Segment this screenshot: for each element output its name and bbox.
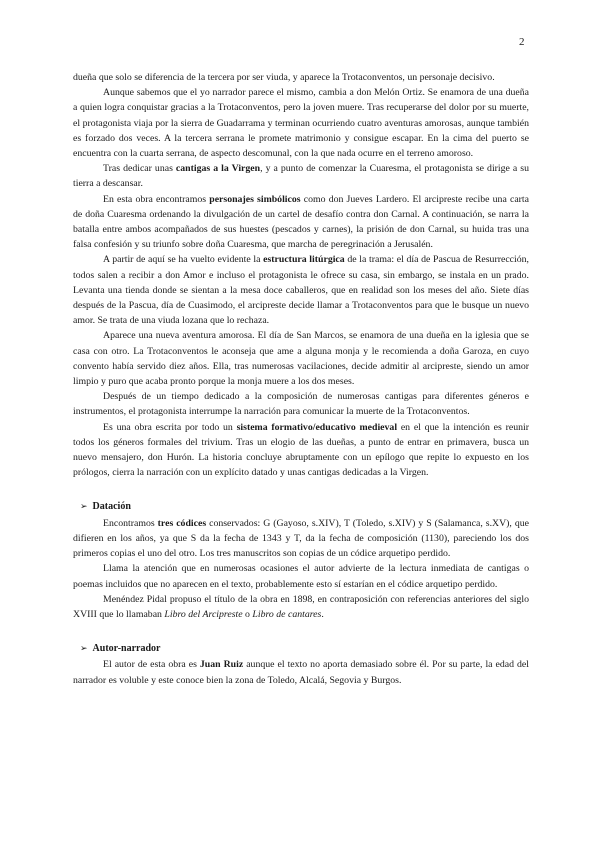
italic-title: Libro de cantares (252, 608, 322, 620)
text-run: dueña que solo se diferencia de la tercera por ser viuda, y aparece la Trotaconventos, un personaje decisivo. (73, 72, 495, 83)
paragraph (73, 657, 529, 687)
arrow-bullet-icon: ➢ (80, 502, 88, 513)
text-run: conservados: G (Gayoso, s.XIV), T (Toledo, s.XIV) y S (Salamanca, s.XV), que difieren en los años, ya que S da la fecha de 1343 y T, da la fecha de composición (1130), pareciendo los dos primeros copias el uno del otro. Los tres manuscritos son copias de un códice arquetipo perdido. (73, 517, 529, 560)
paragraph (73, 70, 529, 85)
text-run: en el que la intención es reunir todos los géneros formales del trivium. Tras un elogio de las dueñas, a punto de entrar en primavera, busca un nuevo mensajero, don Hurón. La historia concluye abruptamente con un epílogo que repite lo expuesto en los prólogos, cierra la narración con un explícito datado y unas cantigas dedicadas a la Virgen. (73, 421, 529, 479)
bold-term: sistema formativo/educativo medieval (236, 421, 398, 433)
paragraph (73, 161, 529, 191)
text-run: Menéndez Pidal propuso el título de la obra en 1898, en contraposición con referencias anteriores del siglo XVIII que lo llamaban (73, 593, 529, 620)
text-run: Aparece una nueva aventura amorosa. El día de San Marcos, se enamora de una dueña en la iglesia que se casa con otro. La Trotaconventos le aconseja que ame a alguna monja y le recomienda a doña Garoza, en cuyo convento había servido diez años. Ella, tras numerosas vacilaciones, decide admitir al arcipreste, siendo un amor limpio y puro que acaba pronto porque la monja muere a los dos meses. (73, 330, 529, 388)
bold-term: Juan Ruiz (199, 659, 244, 671)
paragraph (73, 592, 529, 622)
text-run: aunque el texto no aporta demasiado sobre él. Por su parte, la edad del narrador es voluble y este conoce bien la zona de Toledo, Alcalá, Segovia y Burgos. (73, 659, 529, 686)
section-heading-autor: ➢ Autor-narrador (80, 643, 161, 655)
paragraph (73, 328, 529, 389)
text-run: Aunque sabemos que el yo narrador parece el mismo, cambia a don Melón Ortiz. Se enamora de una dueña a quien logra conquistar gracias a la Trotaconventos, pero la joven muere. Tras recuperarse del dolor por su muerte, el protagonista viaja por la sierra de Guadarrama y terminan ocurriendo cuatro aventuras amorosas, aunque también es forzado dos veces. A la tercera serrana le promete matrimonio y consigue escapar. En la cima del puerto se encuentra con la cuarta serrana, de aspecto descomunal, con la que nada ocurre en el terreno amoroso. (73, 87, 529, 160)
document-body (73, 70, 529, 688)
text-run: Tras dedicar unas (103, 163, 176, 175)
bold-term: tres códices (157, 517, 207, 529)
paragraph (73, 192, 529, 253)
text-run: A partir de aquí se ha vuelto evidente la (103, 254, 264, 266)
paragraph (73, 85, 529, 161)
text-run: Llama la atención que en numerosas ocasiones el autor advierte de la lectura inmediata de cantigas o poemas incluidos que no aparecen en el texto, probablemente esto sí estarían en el códice arquetipo perdido. (73, 563, 529, 590)
paragraph (73, 516, 529, 562)
bold-term: personajes simbólicos (209, 193, 301, 205)
text-run: Es una obra escrita por todo un (103, 421, 237, 433)
paragraph (73, 561, 529, 591)
bold-term: estructura litúrgica (263, 254, 345, 266)
arrow-bullet-icon: ➢ (80, 644, 88, 655)
paragraph (73, 389, 529, 419)
text-run: Encontramos (103, 517, 158, 529)
text-run: En esta obra encontramos (103, 193, 210, 205)
text-run: . (321, 608, 324, 620)
italic-title: Libro del Arcipreste (164, 608, 243, 620)
text-run: o (242, 608, 253, 620)
paragraph (73, 420, 529, 481)
paragraph (73, 252, 529, 328)
text-run: Después de un tiempo dedicado a la composición de numerosas cantigas para diferentes géneros e instrumentos, el protagonista interrumpe la narración para comunicar la muerte de la Trotaconventos. (73, 391, 529, 418)
bold-term: cantigas a la Virgen (175, 163, 261, 175)
text-run: , y a punto de comenzar la Cuaresma, el protagonista se dirige a su tierra a descansar. (73, 163, 529, 190)
page-number: 2 (519, 36, 525, 48)
text-run: como don Jueves Lardero. El arcipreste recibe una carta de doña Cuaresma ordenando la divulgación de un cartel de desafío contra don Carnal. A continuación, se narra la batalla entre ambos acompañados de sus huestes (pescados y carnes), la prisión de don Carnal, su huida tras una falsa confesión y su triunfo sobre doña Cuaresma, que marcha de peregrinación a Jerusalén. (73, 193, 529, 251)
section-heading-datacion: ➢ Datación (80, 501, 131, 513)
text-run: El autor de esta obra es (103, 659, 200, 671)
text-run: de la trama: el día de Pascua de Resurrección, todos salen a recibir a don Amor e incluso el protagonista le ofrece su casa, sin embargo, se instala en un prado. Levanta una tienda donde se sientan a la mesa doce caballeros, que en realidad son los meses del año. Siete días después de la Pascua, día de Cuasimodo, el arcipreste decide llamar a Trotaconventos para que le busque un nuevo amor. Se trata de una viuda lozana que lo rechaza. (73, 254, 529, 327)
